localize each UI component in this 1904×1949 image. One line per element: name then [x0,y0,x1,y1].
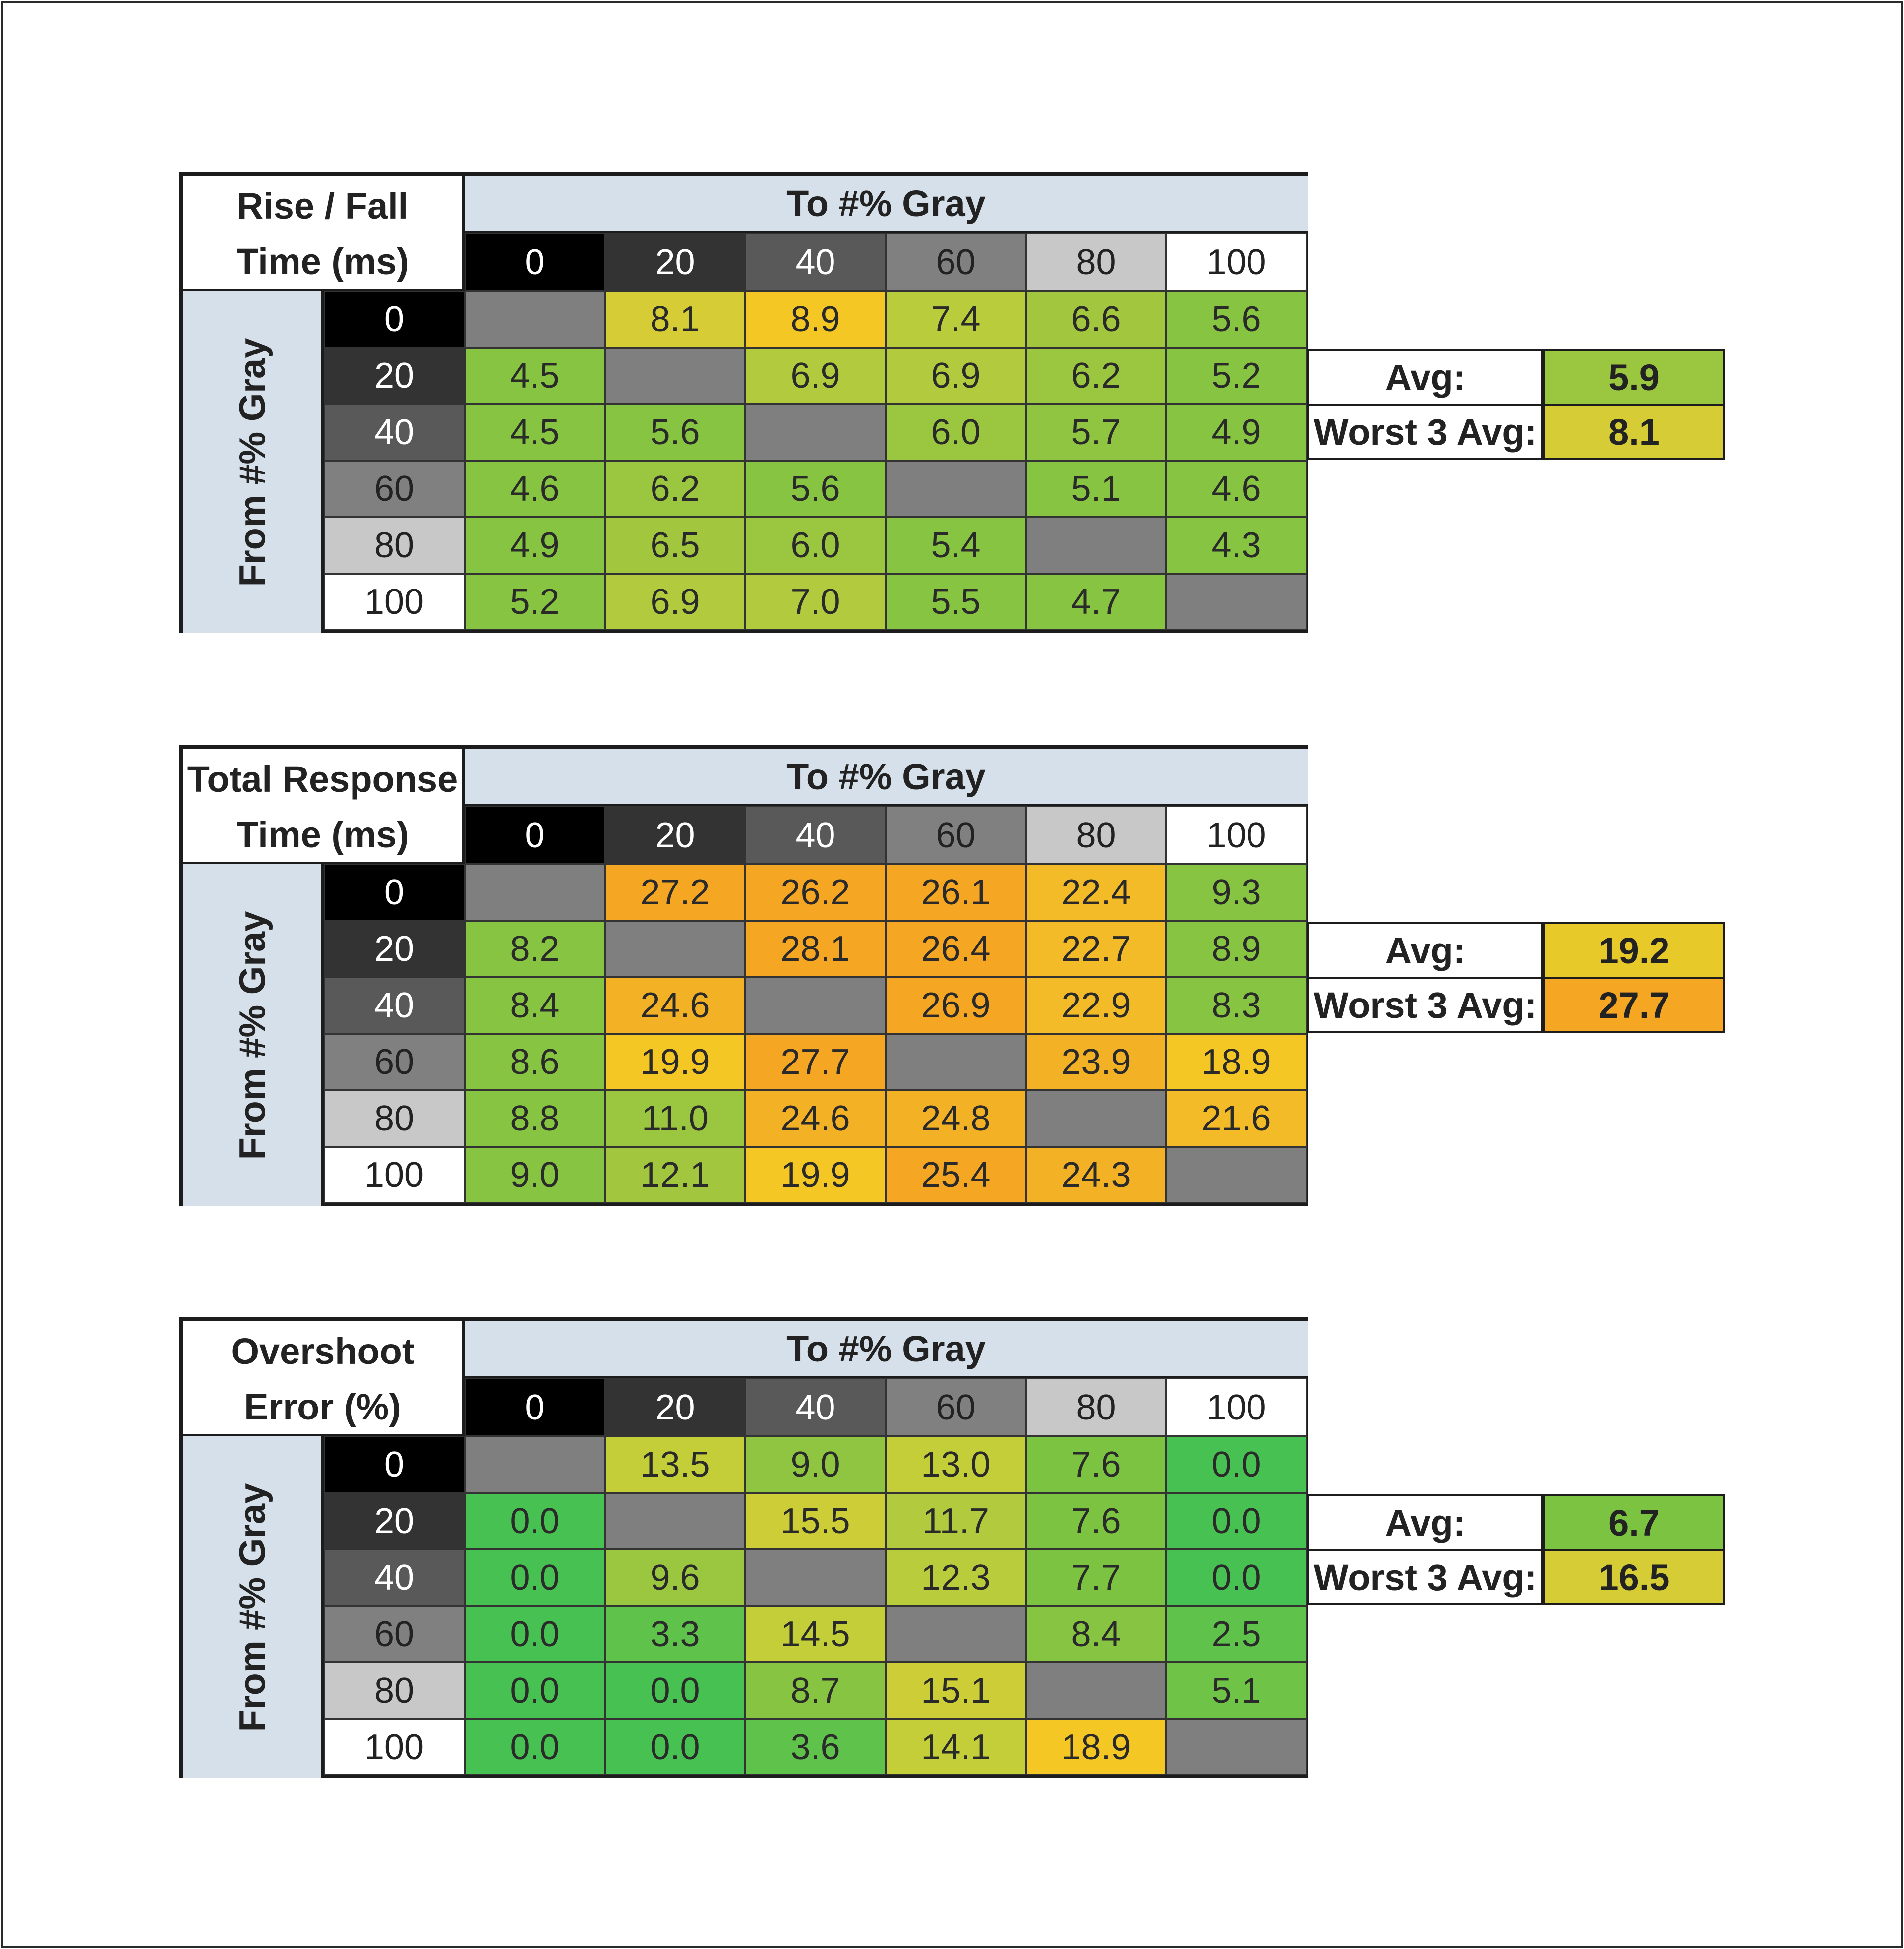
diagonal-cell [886,1606,1026,1662]
avg-value: 6.7 [1543,1494,1725,1551]
data-cell: 8.7 [745,1662,886,1719]
data-cell: 26.9 [886,977,1026,1034]
data-cell: 12.1 [605,1147,745,1203]
data-cell: 5.5 [886,574,1026,630]
data-cell: 7.7 [1026,1549,1166,1606]
table-title-line-2: Error (%) [244,1386,401,1427]
row-header-60: 60 [324,1034,465,1090]
data-cell: 13.5 [605,1436,745,1493]
data-cell: 25.4 [886,1147,1026,1203]
rise-fall-table-block [179,172,1726,633]
data-cell: 7.0 [745,574,886,630]
diagonal-cell [605,1493,745,1549]
data-cell: 15.5 [745,1493,886,1549]
data-cell: 0.0 [465,1493,605,1549]
col-header-title: To #% Gray [465,1321,1308,1378]
data-cell: 18.9 [1166,1034,1307,1090]
data-cell: 8.9 [745,291,886,348]
row-header-60: 60 [324,1606,465,1662]
data-cell: 0.0 [605,1662,745,1719]
data-cell: 3.6 [745,1719,886,1775]
data-cell: 23.9 [1026,1034,1166,1090]
col-header-100: 100 [1166,1378,1307,1436]
row-header-0: 0 [324,291,465,348]
data-cell: 14.5 [745,1606,886,1662]
data-cell: 27.7 [745,1034,886,1090]
total-response-table-block [179,745,1726,1206]
col-header-100: 100 [1166,806,1307,864]
col-header-title: To #% Gray [465,176,1308,233]
diagonal-cell [745,977,886,1034]
diagonal-cell [465,291,605,348]
data-cell: 6.2 [605,461,745,517]
data-cell: 5.6 [1166,291,1307,348]
col-header-80: 80 [1026,233,1166,291]
row-header-40: 40 [324,404,465,461]
data-cell: 4.6 [1166,461,1307,517]
data-cell: 6.9 [605,574,745,630]
row-header-20: 20 [324,1493,465,1549]
table-title [183,1321,465,1436]
data-cell: 27.2 [605,864,745,921]
data-cell: 8.3 [1166,977,1307,1034]
row-header-80: 80 [324,517,465,574]
data-cell: 6.2 [1026,348,1166,404]
worst3-avg-label: Worst 3 Avg: [1308,404,1543,460]
table-title-line-1: Rise / Fall [237,185,409,227]
avg-label: Avg: [1308,922,1543,979]
worst3-avg-value: 27.7 [1543,977,1725,1033]
col-header-title: To #% Gray [465,749,1308,806]
data-cell: 8.1 [605,291,745,348]
diagonal-cell [605,348,745,404]
total-response-grid [179,745,1308,1206]
row-header-title: From #% Gray [183,1436,324,1778]
data-cell: 8.4 [465,977,605,1034]
data-cell: 9.6 [605,1549,745,1606]
row-header-100: 100 [324,574,465,630]
row-header-60: 60 [324,461,465,517]
data-cell: 6.6 [1026,291,1166,348]
data-cell: 19.9 [745,1147,886,1203]
data-cell: 5.4 [886,517,1026,574]
avg-value: 5.9 [1543,349,1725,406]
diagonal-cell [605,921,745,977]
diagonal-cell [465,1436,605,1493]
data-cell: 0.0 [465,1719,605,1775]
data-cell: 21.6 [1166,1090,1307,1147]
data-cell: 8.9 [1166,921,1307,977]
col-header-60: 60 [886,806,1026,864]
col-header-40: 40 [745,233,886,291]
avg-value: 19.2 [1543,922,1725,979]
data-cell: 4.9 [465,517,605,574]
data-cell: 4.6 [465,461,605,517]
data-cell: 0.0 [1166,1549,1307,1606]
table-title-line-1: Overshoot [231,1330,415,1372]
data-cell: 6.9 [745,348,886,404]
col-header-80: 80 [1026,806,1166,864]
data-cell: 0.0 [605,1719,745,1775]
row-header-80: 80 [324,1090,465,1147]
diagonal-cell [1166,1147,1307,1203]
table-title-line-2: Time (ms) [236,814,409,855]
data-cell: 5.6 [745,461,886,517]
diagonal-cell [1026,517,1166,574]
data-cell: 9.0 [465,1147,605,1203]
data-cell: 15.1 [886,1662,1026,1719]
row-header-20: 20 [324,921,465,977]
col-header-80: 80 [1026,1378,1166,1436]
col-header-40: 40 [745,806,886,864]
data-cell: 8.4 [1026,1606,1166,1662]
col-header-60: 60 [886,1378,1026,1436]
col-header-40: 40 [745,1378,886,1436]
data-cell: 5.6 [605,404,745,461]
diagonal-cell [1166,1719,1307,1775]
row-header-80: 80 [324,1662,465,1719]
data-cell: 28.1 [745,921,886,977]
data-cell: 6.5 [605,517,745,574]
row-header-20: 20 [324,348,465,404]
table-title [183,176,465,291]
data-cell: 7.4 [886,291,1026,348]
data-cell: 5.2 [465,574,605,630]
diagonal-cell [1166,574,1307,630]
data-cell: 5.1 [1026,461,1166,517]
data-cell: 11.0 [605,1090,745,1147]
data-cell: 7.6 [1026,1493,1166,1549]
data-cell: 0.0 [465,1606,605,1662]
row-header-40: 40 [324,977,465,1034]
col-header-20: 20 [605,233,745,291]
table-title-line-2: Time (ms) [236,240,409,282]
col-header-20: 20 [605,1378,745,1436]
data-cell: 6.9 [886,348,1026,404]
data-cell: 9.3 [1166,864,1307,921]
data-cell: 6.0 [745,517,886,574]
row-header-title: From #% Gray [183,291,324,633]
data-cell: 12.3 [886,1549,1026,1606]
data-cell: 4.5 [465,404,605,461]
data-cell: 0.0 [465,1549,605,1606]
worst3-avg-label: Worst 3 Avg: [1308,977,1543,1033]
overshoot-table-block [179,1317,1726,1778]
row-header-0: 0 [324,1436,465,1493]
data-cell: 7.6 [1026,1436,1166,1493]
data-cell: 24.3 [1026,1147,1166,1203]
diagonal-cell [745,1549,886,1606]
data-cell: 0.0 [1166,1493,1307,1549]
data-cell: 8.2 [465,921,605,977]
diagonal-cell [1026,1662,1166,1719]
col-header-0: 0 [465,1378,605,1436]
data-cell: 24.6 [745,1090,886,1147]
data-cell: 0.0 [465,1662,605,1719]
data-cell: 13.0 [886,1436,1026,1493]
row-header-100: 100 [324,1147,465,1203]
data-cell: 5.1 [1166,1662,1307,1719]
data-cell: 26.4 [886,921,1026,977]
row-header-100: 100 [324,1719,465,1775]
data-cell: 24.6 [605,977,745,1034]
data-cell: 11.7 [886,1493,1026,1549]
data-cell: 22.7 [1026,921,1166,977]
diagonal-cell [745,404,886,461]
data-cell: 6.0 [886,404,1026,461]
data-cell: 18.9 [1026,1719,1166,1775]
col-header-100: 100 [1166,233,1307,291]
data-cell: 22.9 [1026,977,1166,1034]
worst3-avg-value: 8.1 [1543,404,1725,460]
data-cell: 26.1 [886,864,1026,921]
data-cell: 2.5 [1166,1606,1307,1662]
col-header-60: 60 [886,233,1026,291]
data-cell: 0.0 [1166,1436,1307,1493]
row-header-40: 40 [324,1549,465,1606]
col-header-0: 0 [465,806,605,864]
avg-label: Avg: [1308,1494,1543,1551]
diagonal-cell [886,461,1026,517]
avg-label: Avg: [1308,349,1543,406]
data-cell: 4.5 [465,348,605,404]
data-cell: 8.6 [465,1034,605,1090]
data-cell: 4.3 [1166,517,1307,574]
diagonal-cell [1026,1090,1166,1147]
data-cell: 8.8 [465,1090,605,1147]
row-header-title: From #% Gray [183,864,324,1206]
data-cell: 9.0 [745,1436,886,1493]
col-header-20: 20 [605,806,745,864]
data-cell: 3.3 [605,1606,745,1662]
worst3-avg-label: Worst 3 Avg: [1308,1549,1543,1605]
rise-fall-grid [179,172,1308,633]
data-cell: 5.2 [1166,348,1307,404]
image-frame [1,1,1903,1948]
data-cell: 24.8 [886,1090,1026,1147]
data-cell: 4.9 [1166,404,1307,461]
data-cell: 26.2 [745,864,886,921]
col-header-0: 0 [465,233,605,291]
data-cell: 19.9 [605,1034,745,1090]
data-cell: 5.7 [1026,404,1166,461]
data-cell: 4.7 [1026,574,1166,630]
overshoot-grid [179,1317,1308,1778]
table-title [183,749,465,864]
data-cell: 14.1 [886,1719,1026,1775]
table-title-line-1: Total Response [187,758,458,800]
row-header-0: 0 [324,864,465,921]
diagonal-cell [886,1034,1026,1090]
data-cell: 22.4 [1026,864,1166,921]
worst3-avg-value: 16.5 [1543,1549,1725,1605]
diagonal-cell [465,864,605,921]
